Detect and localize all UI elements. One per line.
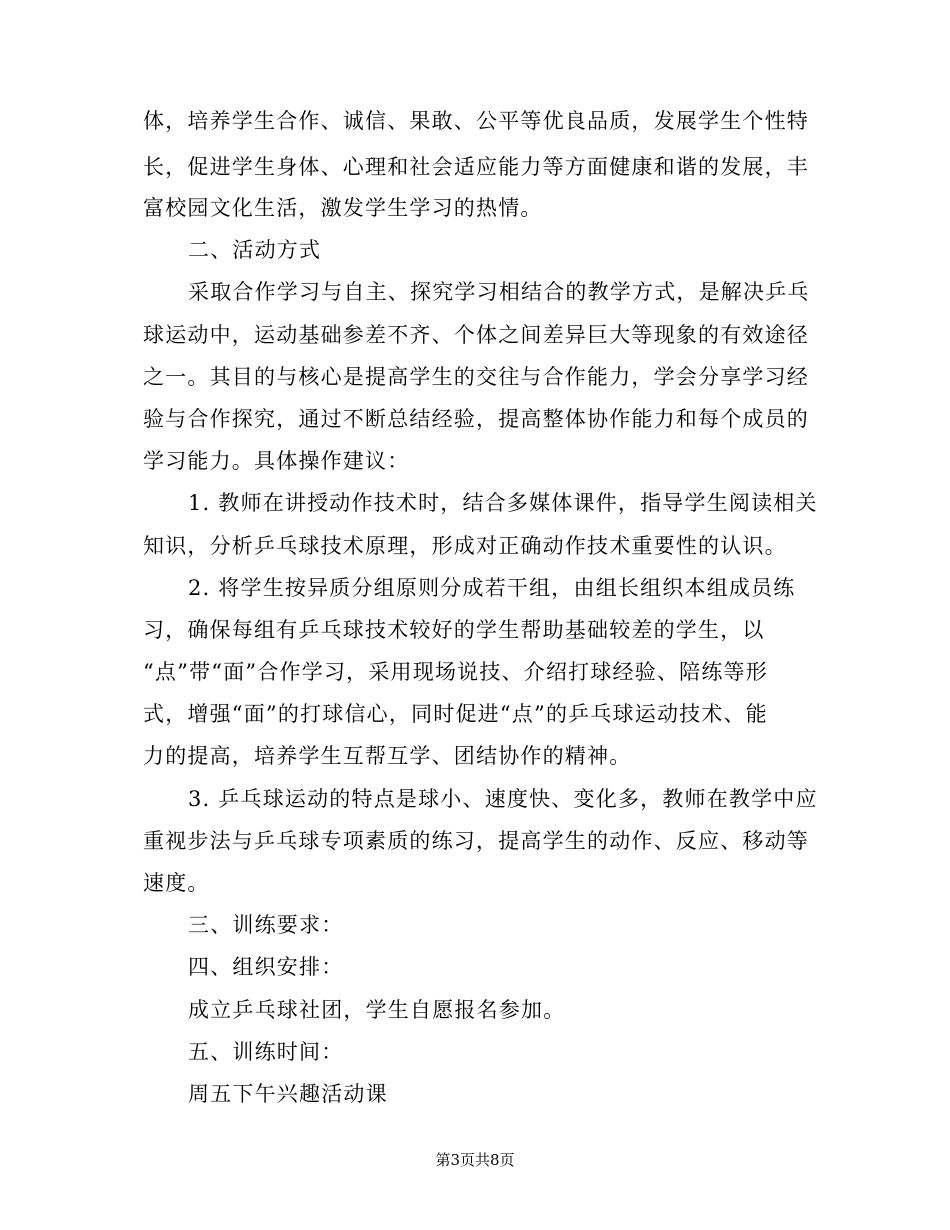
text-line: 3. 乒乓球运动的特点是球小、速度快、变化多，教师在教学中应 bbox=[188, 787, 818, 811]
section-heading: 五、训练时间： bbox=[188, 1040, 344, 1064]
text-line: 长，促进学生身体、心理和社会适应能力等方面健康和谐的发展，丰 bbox=[143, 155, 809, 179]
text-line: 重视步法与乒乓球专项素质的练习，提高学生的动作、反应、移动等 bbox=[143, 829, 809, 853]
text-line: 2. 将学生按异质分组原则分成若干组，由组长组织本组成员练 bbox=[188, 576, 796, 600]
text-line: 习，确保每组有乒乓球技术较好的学生帮助基础较差的学生，以 bbox=[143, 618, 765, 642]
text-line: 速度。 bbox=[143, 871, 210, 895]
text-line: 知识，分析乒乓球技术原理，形成对正确动作技术重要性的认识。 bbox=[143, 534, 787, 558]
text-line: 力的提高，培养学生互帮互学、团结协作的精神。 bbox=[143, 744, 632, 768]
text-line: 周五下午兴趣活动课 bbox=[188, 1082, 388, 1106]
text-line: 体，培养学生合作、诚信、果敢、公平等优良品质，发展学生个性特 bbox=[143, 109, 809, 133]
text-line: “点”带“面”合作学习，采用现场说技、介绍打球经验、陪练等形 bbox=[143, 660, 768, 684]
page-number: 第3页共8页 bbox=[435, 1151, 515, 1169]
text-line: 之一。其目的与核心是提高学生的交往与合作能力，学会分享学习经 bbox=[143, 365, 809, 389]
section-heading: 三、训练要求： bbox=[188, 913, 344, 937]
text-line: 1. 教师在讲授动作技术时，结合多媒体课件，指导学生阅读相关 bbox=[188, 491, 818, 515]
text-line: 学习能力。具体操作建议： bbox=[143, 449, 410, 473]
text-line: 采取合作学习与自主、探究学习相结合的教学方式，是解决乒乓 bbox=[188, 280, 810, 304]
section-heading: 二、活动方式 bbox=[188, 238, 322, 262]
section-heading: 四、组织安排： bbox=[188, 955, 344, 979]
text-line: 富校园文化生活，激发学生学习的热情。 bbox=[143, 196, 543, 220]
text-line: 验与合作探究，通过不断总结经验，提高整体协作能力和每个成员的 bbox=[143, 407, 809, 431]
text-line: 成立乒乓球社团，学生自愿报名参加。 bbox=[188, 998, 566, 1022]
text-line: 式，增强“面”的打球信心，同时促进“点”的乒乓球运动技术、能 bbox=[143, 702, 768, 726]
text-line: 球运动中，运动基础参差不齐、个体之间差异巨大等现象的有效途径 bbox=[143, 323, 809, 347]
